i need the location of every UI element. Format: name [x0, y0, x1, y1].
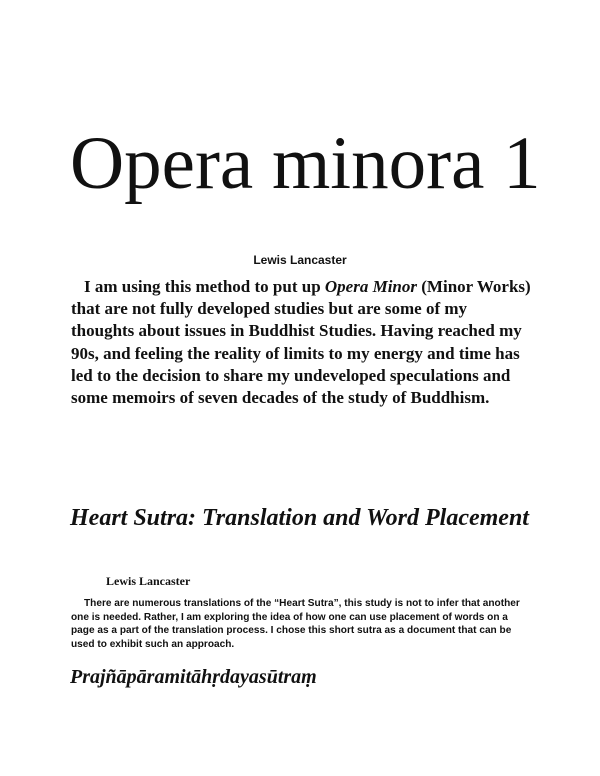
intro-text-after: (Minor Works) that are not fully developed studies but are some of my thoughts about issues in Buddhist Studies. Having reached my 90s, and feeling the reality of limits to my energy and time has led to the decision to share my undeveloped speculations and some memoirs of seven decades of the study of Buddhism.	[71, 277, 531, 408]
sutra-title: Prajñāpāramitāhṛdayasūtraṃ	[70, 666, 317, 688]
intro-paragraph	[71, 276, 533, 409]
section-author: Lewis Lancaster	[106, 574, 191, 588]
intro-italic-title: Opera Minor	[324, 277, 418, 296]
section-body: There are numerous translations of the “Heart Sutra”, this study is not to infer that another one is needed. Rather, I am exploring the idea of how one can use placement of words on a page as a part of the translation process. I chose this short sutra as a document that can be used to exhibit such an approach.	[71, 598, 520, 650]
main-title: Opera minora 1	[70, 122, 541, 205]
author-name: Lewis Lancaster	[253, 253, 347, 267]
intro-text-before: I am using this method to put up	[84, 277, 325, 296]
section-title: Heart Sutra: Translation and Word Placement	[70, 505, 529, 531]
